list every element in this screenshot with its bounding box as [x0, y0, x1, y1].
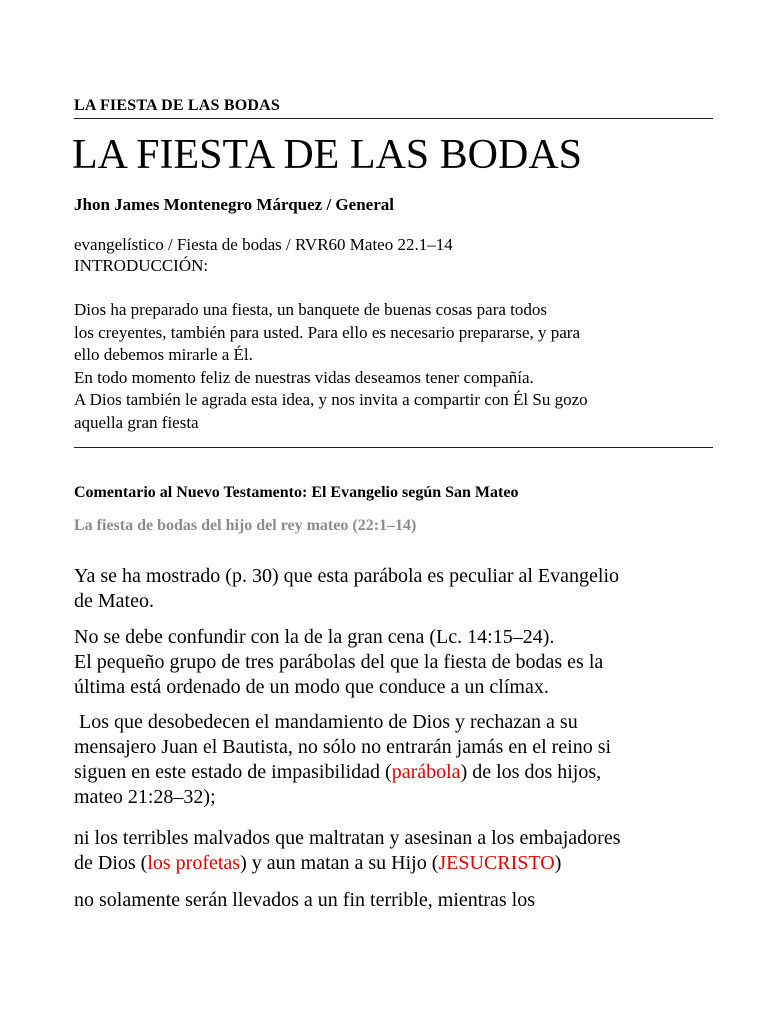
intro-line: los creyentes, también para usted. Para ello es necesario prepararse, y para	[74, 322, 580, 342]
body-line: Los que desobedecen el mandamiento de Dios y rechazan a su	[74, 711, 578, 733]
intro-line: aquella gran fiesta	[74, 412, 199, 432]
intro-label: INTRODUCCIÓN:	[74, 256, 209, 275]
body-paragraph-3	[74, 710, 724, 810]
body-line: Ya se ha mostrado (p. 30) que esta parábola es peculiar al Evangelio	[74, 565, 620, 587]
body-line-mixed	[74, 851, 724, 876]
body-text-span: siguen en este estado de impasibilidad (	[74, 761, 392, 783]
body-paragraph-1	[74, 564, 724, 614]
highlighted-term: JESUCRISTO	[438, 852, 555, 874]
header-divider	[74, 118, 713, 119]
body-line: mensajero Juan el Bautista, no sólo no entrarán jamás en el reino si	[74, 736, 612, 758]
body-line: No se debe confundir con la de la gran cena (Lc. 14:15–24).	[74, 626, 555, 648]
intro-line: En todo momento feliz de nuestras vidas deseamos tener compañía.	[74, 367, 534, 387]
body-paragraph-4	[74, 826, 724, 876]
tags-line: evangelístico / Fiesta de bodas / RVR60 Mateo 22.1–14	[74, 235, 453, 254]
author-byline: Jhon James Montenegro Márquez / General	[74, 195, 394, 214]
body-line: de Mateo.	[74, 590, 154, 612]
body-line: El pequeño grupo de tres parábolas del que la fiesta de bodas es la	[74, 651, 604, 673]
commentary-subheading: La fiesta de bodas del hijo del rey mateo (22:1–14)	[74, 517, 417, 534]
page-title: LA FIESTA DE LAS BODAS	[72, 132, 583, 178]
commentary-heading: Comentario al Nuevo Testamento: El Evangelio según San Mateo	[74, 484, 519, 501]
intro-paragraph	[74, 299, 724, 434]
intro-line: A Dios también le agrada esta idea, y nos invita a compartir con Él Su gozo	[74, 390, 588, 409]
body-line: mateo 21:28–32);	[74, 786, 216, 808]
running-header-title: LA FIESTA DE LAS BODAS	[74, 97, 280, 114]
tags-block	[74, 234, 453, 276]
highlighted-term: los profetas	[147, 852, 241, 874]
body-text-span: ) de los dos hijos,	[460, 761, 602, 783]
intro-line: ello debemos mirarle a Él.	[74, 345, 253, 364]
body-line: no solamente serán llevados a un fin terrible, mientras los	[74, 889, 535, 911]
body-text-span: ) y aun matan a su Hijo (	[240, 852, 439, 874]
body-line-mixed	[74, 760, 724, 785]
body-paragraph-5	[74, 888, 724, 913]
body-text-span: )	[554, 852, 562, 874]
intro-line: Dios ha preparado una fiesta, un banquete de buenas cosas para todos	[74, 300, 548, 319]
body-paragraph-2	[74, 625, 724, 700]
body-text-span: de Dios (	[74, 852, 148, 874]
body-line: última está ordenado de un modo que conduce a un clímax.	[74, 676, 549, 698]
highlighted-term: parábola	[391, 761, 461, 783]
section-divider	[74, 447, 713, 448]
body-line: ni los terribles malvados que maltratan y asesinan a los embajadores	[74, 827, 621, 849]
